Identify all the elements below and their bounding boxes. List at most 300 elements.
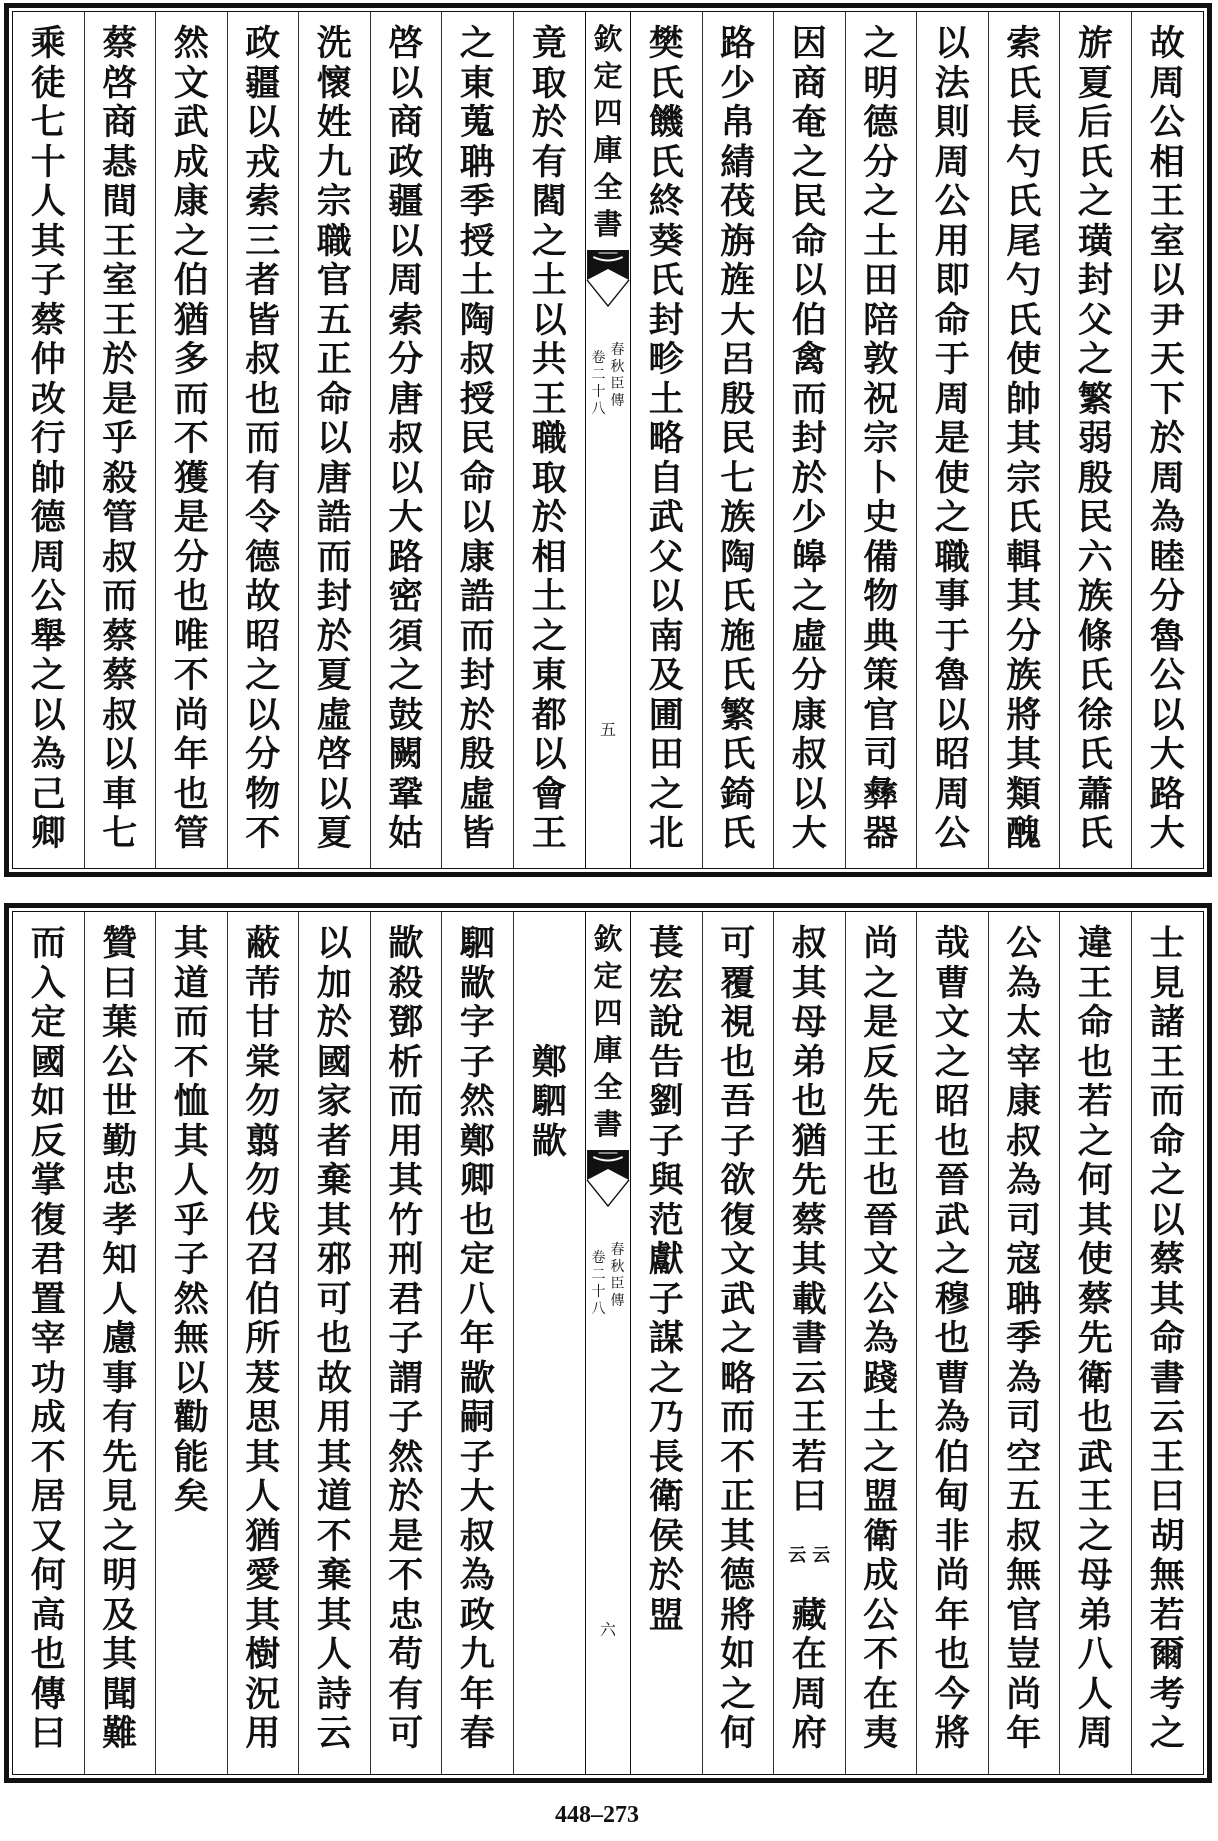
- glyph: 在: [791, 1634, 827, 1675]
- glyph: 氏: [648, 62, 684, 104]
- glyph: 大: [1149, 734, 1185, 775]
- glyph: 有: [531, 141, 567, 183]
- glyph: 公: [1149, 655, 1185, 696]
- glyph: 傳: [610, 1293, 625, 1309]
- glyph: 事: [934, 576, 970, 617]
- glyph: 見: [102, 1476, 138, 1517]
- glyph: 周: [30, 536, 66, 578]
- glyph: 法: [934, 62, 970, 104]
- text-column: [85, 12, 157, 868]
- glyph: 嗣: [459, 1397, 495, 1438]
- glyph: 於: [791, 457, 827, 499]
- glyph: 二: [591, 1267, 606, 1283]
- page-text-frame: [12, 11, 1204, 869]
- glyph: 以: [245, 694, 281, 736]
- glyph: 王: [1149, 181, 1185, 222]
- glyph: 錡: [720, 773, 756, 815]
- glyph: 終: [648, 181, 684, 222]
- glyph: 氏: [1006, 299, 1042, 341]
- text-column: [631, 912, 703, 1774]
- glyph: 定: [593, 59, 623, 93]
- glyph: 而: [30, 923, 66, 964]
- glyph: 其: [102, 1634, 138, 1675]
- column-text: [631, 924, 702, 1635]
- glyph: 令: [245, 497, 281, 538]
- glyph: 駟: [459, 923, 495, 964]
- glyph: 使: [1006, 339, 1042, 380]
- glyph: 能: [173, 1436, 209, 1478]
- glyph: 季: [459, 181, 495, 222]
- column-text: [1132, 924, 1204, 1754]
- glyph: 蒐: [459, 102, 495, 143]
- column-text-continued: [774, 1596, 845, 1754]
- glyph: 舉: [30, 615, 66, 657]
- glyph: 春: [610, 342, 625, 358]
- glyph: 大: [459, 1476, 495, 1517]
- glyph: 叔: [102, 694, 138, 736]
- glyph: 分: [1006, 615, 1042, 657]
- glyph: 弟: [791, 1041, 827, 1083]
- glyph: 勤: [102, 1120, 138, 1162]
- glyph: 氏: [720, 813, 756, 854]
- glyph: 公: [1149, 102, 1185, 143]
- glyph: 衛: [648, 1476, 684, 1517]
- glyph: 之: [863, 23, 899, 64]
- glyph: 都: [531, 694, 567, 736]
- column-text: [85, 24, 156, 854]
- glyph: 皆: [245, 299, 281, 341]
- glyph: 定: [593, 959, 623, 993]
- glyph: 即: [934, 260, 970, 301]
- glyph: 乎: [173, 1199, 209, 1241]
- glyph: 殷: [459, 734, 495, 775]
- glyph: 氏: [1006, 497, 1042, 538]
- glyph: 可: [720, 923, 756, 964]
- column-text: [631, 24, 702, 854]
- glyph: 復: [30, 1199, 66, 1241]
- glyph: 伯: [245, 1278, 281, 1320]
- glyph: 以: [531, 734, 567, 775]
- glyph: 明: [863, 62, 899, 104]
- glyph: 之: [531, 615, 567, 657]
- glyph: 商: [388, 102, 424, 143]
- glyph: 全: [593, 1070, 623, 1104]
- glyph: 行: [30, 418, 66, 459]
- column-text: [774, 24, 845, 854]
- glyph: 奄: [791, 102, 827, 143]
- glyph: 之: [863, 1436, 899, 1478]
- glyph: 誥: [316, 497, 352, 538]
- glyph: 盟: [648, 1594, 684, 1636]
- column-text: [299, 924, 370, 1754]
- glyph: 以: [791, 773, 827, 815]
- text-column: [846, 12, 918, 868]
- glyph: 因: [791, 23, 827, 64]
- glyph: 蕭: [1077, 773, 1113, 815]
- glyph: 王: [863, 1120, 899, 1162]
- glyph: 府: [791, 1713, 827, 1754]
- glyph: 康: [791, 694, 827, 736]
- glyph: 人: [173, 1160, 209, 1201]
- glyph: 尾: [1006, 220, 1042, 262]
- glyph: 封: [316, 576, 352, 617]
- glyph: 用: [316, 1397, 352, 1438]
- glyph: 云: [1149, 1397, 1185, 1438]
- glyph: 以: [531, 299, 567, 341]
- glyph: 惎: [102, 141, 138, 183]
- glyph: 魯: [934, 655, 970, 696]
- glyph: 其: [245, 1594, 281, 1636]
- glyph: 欽: [593, 22, 623, 56]
- column-text: [1060, 924, 1131, 1754]
- glyph: 勸: [173, 1397, 209, 1438]
- glyph: 管: [102, 497, 138, 538]
- glyph: 人: [30, 181, 66, 222]
- glyph: 畛: [648, 339, 684, 380]
- text-column: [514, 12, 586, 868]
- glyph: 若: [1077, 1081, 1113, 1122]
- glyph: 云: [788, 1545, 807, 1566]
- glyph: 樹: [245, 1634, 281, 1675]
- glyph: 入: [30, 962, 66, 1004]
- glyph: 之: [863, 962, 899, 1004]
- glyph: 康: [459, 536, 495, 578]
- glyph: 官: [863, 694, 899, 736]
- glyph: 若: [1149, 1594, 1185, 1636]
- text-column: [1132, 12, 1204, 868]
- glyph: 姑: [388, 813, 424, 854]
- glyph: 叔: [1006, 1120, 1042, 1162]
- glyph: 九: [459, 1634, 495, 1675]
- center-banner: [585, 912, 631, 1774]
- glyph: 康: [1006, 1081, 1042, 1122]
- glyph: 商: [791, 62, 827, 104]
- glyph: 物: [245, 773, 281, 815]
- glyph: 慮: [102, 1318, 138, 1359]
- glyph: 之: [934, 497, 970, 538]
- glyph: 諸: [1149, 1002, 1185, 1043]
- glyph: 也: [1077, 1041, 1113, 1083]
- glyph: 卿: [459, 1160, 495, 1201]
- glyph: 條: [1077, 615, 1113, 657]
- glyph: 難: [102, 1713, 138, 1754]
- glyph: 使: [934, 457, 970, 499]
- glyph: 國: [30, 1041, 66, 1083]
- glyph: 伐: [245, 1199, 281, 1241]
- glyph: 其: [316, 1199, 352, 1241]
- glyph: 豈: [1006, 1634, 1042, 1675]
- glyph: 民: [459, 418, 495, 459]
- glyph: 施: [720, 615, 756, 657]
- glyph: 有: [102, 1397, 138, 1438]
- glyph: 曹: [934, 1357, 970, 1399]
- glyph: 人: [245, 1476, 281, 1517]
- glyph: 所: [245, 1318, 281, 1359]
- glyph: 分: [791, 655, 827, 696]
- glyph: 其: [30, 220, 66, 262]
- glyph: 全: [593, 170, 623, 204]
- glyph: 子: [720, 1120, 756, 1162]
- glyph: 獲: [173, 457, 209, 499]
- glyph: 聞: [102, 1673, 138, 1715]
- section-heading-column: [514, 912, 586, 1774]
- column-text: [156, 924, 227, 1517]
- glyph: 以: [388, 62, 424, 104]
- glyph: 衛: [863, 1515, 899, 1557]
- glyph: 於: [531, 497, 567, 538]
- glyph: 周: [388, 260, 424, 301]
- glyph: 取: [531, 62, 567, 104]
- glyph: 氏: [720, 576, 756, 617]
- glyph: 氏: [1077, 655, 1113, 696]
- glyph: 傳: [30, 1673, 66, 1715]
- glyph: 何: [1077, 1160, 1113, 1201]
- glyph: 胡: [1149, 1515, 1185, 1557]
- column-text: [514, 24, 586, 854]
- glyph: 類: [1006, 773, 1042, 815]
- glyph: 可: [316, 1278, 352, 1320]
- glyph: 改: [30, 378, 66, 420]
- glyph: 如: [30, 1081, 66, 1122]
- glyph: 又: [30, 1515, 66, 1557]
- glyph: 詩: [316, 1673, 352, 1715]
- glyph: 以: [648, 576, 684, 617]
- glyph: 然: [173, 23, 209, 64]
- glyph: 夏: [1077, 62, 1113, 104]
- glyph: 於: [1149, 418, 1185, 459]
- glyph: 今: [934, 1673, 970, 1715]
- glyph: 器: [863, 813, 899, 854]
- column-text: [989, 24, 1060, 854]
- glyph: 氏: [1077, 813, 1113, 854]
- glyph: 之: [1077, 1515, 1113, 1557]
- glyph: 禽: [791, 339, 827, 380]
- glyph: 為: [863, 1318, 899, 1359]
- glyph: 子: [388, 1318, 424, 1359]
- glyph: 故: [316, 1357, 352, 1399]
- text-column: [442, 12, 514, 868]
- glyph: 考: [1149, 1673, 1185, 1715]
- glyph: 其: [245, 1436, 281, 1478]
- glyph: 人: [316, 1634, 352, 1675]
- glyph: 以: [934, 694, 970, 736]
- glyph: 司: [1006, 1199, 1042, 1241]
- glyph: 覆: [720, 962, 756, 1004]
- glyph: 宰: [30, 1318, 66, 1359]
- glyph: 以: [316, 418, 352, 459]
- glyph: 十: [591, 1284, 606, 1300]
- glyph: 曰: [102, 962, 138, 1004]
- glyph: 密: [388, 576, 424, 617]
- glyph: 德: [30, 497, 66, 538]
- glyph: 其: [1149, 1278, 1185, 1320]
- glyph: 疆: [245, 62, 281, 104]
- glyph: 是: [102, 378, 138, 420]
- glyph: 獻: [648, 1239, 684, 1280]
- glyph: 愛: [245, 1555, 281, 1596]
- glyph: 周: [1149, 457, 1185, 499]
- glyph: 田: [648, 734, 684, 775]
- glyph: 其: [1077, 1199, 1113, 1241]
- glyph: 成: [30, 1397, 66, 1438]
- glyph: 氏: [648, 141, 684, 183]
- glyph: 四: [593, 96, 623, 130]
- glyph: 自: [648, 457, 684, 499]
- text-column: [774, 912, 846, 1774]
- glyph: 文: [173, 62, 209, 104]
- glyph: 十: [591, 384, 606, 400]
- glyph: 封: [791, 418, 827, 459]
- glyph: 四: [593, 996, 623, 1030]
- glyph: 欽: [593, 922, 623, 956]
- glyph: 以: [173, 1357, 209, 1399]
- glyph: 王: [1149, 1041, 1185, 1083]
- glyph: 猶: [245, 1515, 281, 1557]
- glyph: 七: [30, 102, 66, 143]
- glyph: 也: [934, 1318, 970, 1359]
- glyph: 用: [934, 220, 970, 262]
- glyph: 路: [388, 536, 424, 578]
- column-text: [1060, 24, 1131, 854]
- leaf-number: 五: [599, 720, 616, 739]
- column-text: [228, 924, 299, 1754]
- glyph: 以: [1149, 1199, 1185, 1241]
- glyph: 之: [1077, 181, 1113, 222]
- glyph: 者: [245, 260, 281, 301]
- glyph: 晉: [863, 1199, 899, 1241]
- glyph: 也: [173, 576, 209, 617]
- glyph: 戎: [245, 141, 281, 183]
- glyph: 庫: [593, 1033, 623, 1067]
- glyph: 國: [316, 1041, 352, 1083]
- glyph: 王: [102, 220, 138, 262]
- glyph: 年: [459, 1318, 495, 1359]
- section-heading: [514, 1043, 586, 1162]
- glyph: 土: [863, 1397, 899, 1438]
- glyph: 年: [934, 1594, 970, 1636]
- glyph: 忠: [102, 1160, 138, 1201]
- glyph: 之: [934, 1239, 970, 1280]
- glyph: 子: [648, 1120, 684, 1162]
- glyph: 視: [720, 1002, 756, 1043]
- glyph: 九: [316, 141, 352, 183]
- glyph: 然: [173, 1278, 209, 1320]
- glyph: 封: [459, 655, 495, 696]
- glyph: 以: [934, 23, 970, 64]
- glyph: 洗: [316, 23, 352, 64]
- glyph: 猶: [173, 299, 209, 341]
- glyph: 宏: [648, 962, 684, 1004]
- text-column: [846, 912, 918, 1774]
- glyph: 世: [102, 1081, 138, 1122]
- glyph: 以: [1149, 260, 1185, 301]
- glyph: 民: [720, 418, 756, 459]
- glyph: 於: [648, 1555, 684, 1596]
- glyph: 土: [531, 260, 567, 301]
- glyph: 康: [173, 181, 209, 222]
- glyph: 如: [720, 1634, 756, 1675]
- glyph: 己: [30, 773, 66, 815]
- glyph: 命: [316, 378, 352, 420]
- glyph: 也: [934, 1634, 970, 1675]
- glyph: 勿: [245, 1160, 281, 1201]
- glyph: 田: [863, 260, 899, 301]
- glyph: 高: [30, 1594, 66, 1636]
- glyph: 氏: [1077, 141, 1113, 183]
- text-column: [156, 12, 228, 868]
- glyph: 謀: [648, 1318, 684, 1359]
- glyph: 以: [459, 497, 495, 538]
- glyph: 空: [1006, 1436, 1042, 1478]
- glyph: 室: [1149, 220, 1185, 262]
- glyph: 邪: [316, 1239, 352, 1280]
- glyph: 駟: [531, 1081, 567, 1122]
- glyph: 置: [30, 1278, 66, 1320]
- glyph: 會: [531, 773, 567, 815]
- glyph: 茷: [720, 181, 756, 222]
- glyph: 為: [459, 1555, 495, 1596]
- glyph: 用: [245, 1713, 281, 1754]
- glyph: 命: [791, 220, 827, 262]
- glyph: 啓: [316, 734, 352, 775]
- glyph: 使: [1077, 1239, 1113, 1280]
- glyph: 為: [1006, 962, 1042, 1004]
- column-text: [442, 24, 513, 854]
- glyph: 無: [1006, 1555, 1042, 1596]
- glyph: 繁: [1077, 378, 1113, 420]
- glyph: 正: [720, 1476, 756, 1517]
- glyph: 析: [388, 1041, 424, 1083]
- glyph: 無: [1149, 1555, 1185, 1596]
- glyph: 芾: [245, 962, 281, 1004]
- glyph: 父: [1077, 299, 1113, 341]
- glyph: 其: [1006, 576, 1042, 617]
- text-column: [703, 912, 775, 1774]
- glyph: 弟: [1077, 1594, 1113, 1636]
- glyph: 土: [459, 260, 495, 301]
- glyph: 吾: [720, 1081, 756, 1122]
- book-title: [586, 921, 630, 1143]
- glyph: 之: [388, 655, 424, 696]
- text-column: [703, 12, 775, 868]
- glyph: 臣: [610, 1276, 625, 1292]
- glyph: 召: [245, 1239, 281, 1280]
- glyph: 云: [316, 1713, 352, 1754]
- lower-page: [4, 903, 1212, 1783]
- glyph: 者: [316, 1120, 352, 1162]
- glyph: 猶: [791, 1120, 827, 1162]
- column-text: [371, 924, 442, 1754]
- glyph: 為: [30, 734, 66, 775]
- glyph: 刑: [388, 1239, 424, 1280]
- glyph: 而: [102, 576, 138, 617]
- glyph: 也: [30, 1634, 66, 1675]
- glyph: 敦: [863, 339, 899, 380]
- glyph: 官: [316, 260, 352, 301]
- glyph: 秋: [610, 359, 625, 375]
- glyph: 帥: [30, 457, 66, 499]
- glyph: 伯: [934, 1436, 970, 1478]
- center-banner: [585, 12, 631, 868]
- glyph: 叔: [245, 339, 281, 380]
- glyph: 子: [173, 1239, 209, 1280]
- glyph: 棠: [245, 1041, 281, 1083]
- glyph: 公: [863, 1594, 899, 1636]
- glyph: 告: [648, 1041, 684, 1083]
- glyph: 見: [1149, 962, 1185, 1004]
- glyph: 昭: [934, 1081, 970, 1122]
- glyph: 啓: [102, 62, 138, 104]
